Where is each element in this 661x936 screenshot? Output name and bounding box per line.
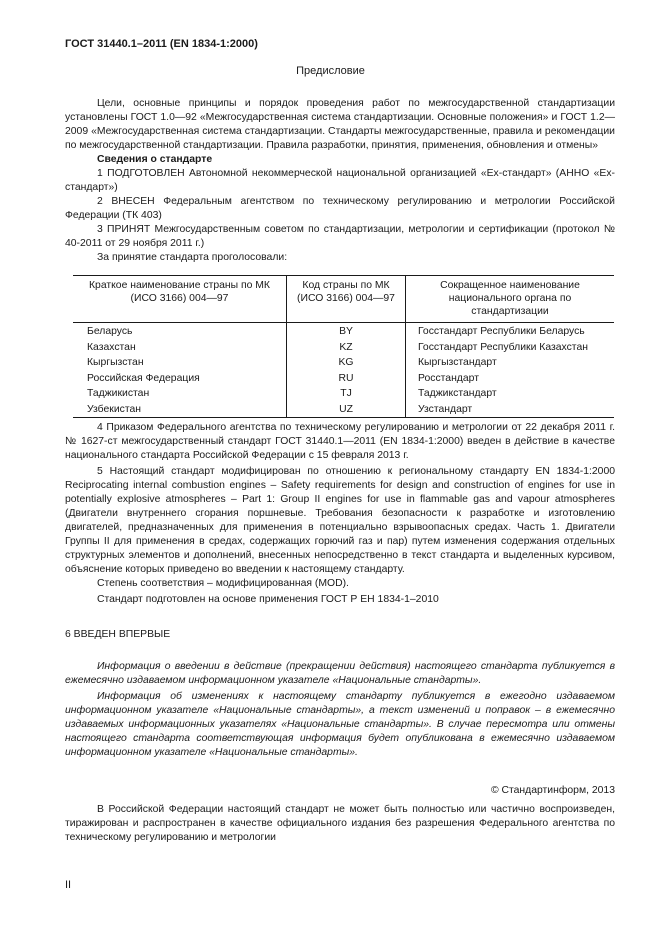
table-header-body: Сокращенное наименование национального органа по стандартизации — [406, 276, 615, 323]
table-cell-code: RU — [287, 371, 406, 387]
section-title: Предисловие — [296, 65, 365, 77]
table-header-code: Код страны по МК (ИСО 3166) 004—97 — [287, 276, 406, 323]
vote-label: За принятие стандарта проголосовали: — [97, 252, 288, 263]
legal-notice — [65, 803, 615, 845]
table-row — [73, 355, 614, 371]
notice-changes: Информация об изменениях к настоящему стандарту публикуется в ежегодно издаваемом информационном указателе «Национальные стандарты», а текст изменений и поправок – в ежемесячно издаваемых информационных указателях «Национальные стандарты». В случае пересмотра или отмены настоящего стандарта соответствующая информация будет опубликована в ежемесячно издаваемом информационном указателе «Национальные стандарты». — [65, 691, 615, 758]
table-cell-body: Таджикстандарт — [418, 388, 497, 399]
info-heading: Сведения о стандарте — [97, 154, 213, 165]
conformity-degree: Степень соответствия – модифицированная (MOD). — [97, 578, 349, 589]
table-cell-body: Госстандарт Республики Казахстан — [418, 341, 588, 353]
table-cell-country: Беларусь — [73, 323, 287, 340]
notice-introduction: Информация о введении в действие (прекращении действия) настоящего стандарта публикуется в ежемесячно издаваемом информационном указателе «Национальные стандарты». — [65, 661, 615, 686]
document-header: ГОСТ 31440.1–2011 (EN 1834-1:2000) — [65, 38, 258, 50]
table-row — [73, 340, 614, 356]
table-row — [73, 323, 614, 340]
item-5-modified: 5 Настоящий стандарт модифицирован по отношению к региональному стандарту EN 1834-1:2000 Reciprocating internal combustion engines – Safety requirements for design and construction of engines for use in potentially explosive atmospheres – Part 1: Group II engines for use in flammable gas and vapour atmospheres (Двигатели внутреннего сгорания поршневые. Требования безопасности к разработке и изготовлению двигателей, предназначенных для применения в потенциально взрывоопасных средах. Часть 1. Двигатели Группы II для применения в средах, содержащих горючий газ и пар) путем изменения содержания отдельных структурных элементов и дополнений, внесенных непосредственно в текст стандарта и выделенных курсивом, объяснение которых приведено во введении к настоящему стандарту. — [65, 466, 615, 575]
table-cell-code: TJ — [287, 386, 406, 402]
legal-paragraph: В Российской Федерации настоящий стандарт не может быть полностью или частично воспроизведен, тиражирован и распространен в качестве официального издания без разрешения Федерального агентства по техническому регулированию и метрологии — [65, 804, 615, 843]
table-cell-code: KG — [287, 355, 406, 371]
table-row — [73, 386, 614, 402]
table-cell-code: UZ — [287, 402, 406, 418]
intro-paragraph: Цели, основные принципы и порядок проведения работ по межгосударственной стандартизации установлены ГОСТ 1.0—92 «Межгосударственная система стандартизации. Основные положения» и ГОСТ 1.2—2009 «Межгосударственная система стандартизации. Стандарты межгосударственные, правила и рекомендации по межгосударственной стандартизации. Правила разработки, принятия, применения, обновления и отмены» — [65, 98, 615, 151]
table-cell-body: Кыргызстандарт — [418, 357, 497, 368]
intro-section — [65, 97, 615, 265]
table-header-country: Краткое наименование страны по МК (ИСО 3166) 004—97 — [73, 276, 287, 323]
items-section — [65, 421, 615, 607]
copyright: © Стандартинформ, 2013 — [490, 785, 615, 796]
table-cell-country: Российская Федерация — [73, 371, 287, 387]
based-on-standard: Стандарт подготовлен на основе применения ГОСТ Р ЕН 1834-1–2010 — [97, 594, 439, 605]
table-cell-country: Казахстан — [73, 340, 287, 356]
item-3-adopted: 3 ПРИНЯТ Межгосударственным советом по стандартизации, метрологии и сертификации (протокол № 40-2011 от 29 ноября 2011 г.) — [65, 224, 615, 249]
table-cell-country: Кыргызстан — [73, 355, 287, 371]
table-cell-body: Узстандарт — [406, 402, 615, 418]
table-row — [73, 371, 614, 387]
table-row — [73, 402, 614, 418]
table-cell-body: Росстандарт — [418, 372, 479, 384]
voting-countries-table — [73, 275, 614, 418]
table-cell-body: Госстандарт Республики Беларусь — [418, 326, 585, 337]
item-2-introduced: 2 ВНЕСЕН Федеральным агентством по техническому регулированию и метрологии Российской Федерации (ТК 403) — [65, 196, 615, 221]
item-1-prepared: 1 ПОДГОТОВЛЕН Автономной некоммерческой национальной организацией «Ех-стандарт» (АННО «Ех-стандарт») — [65, 168, 615, 193]
page-number: II — [65, 879, 72, 891]
item-4-order: 4 Приказом Федерального агентства по техническому регулированию и метрологии от 22 декабря 2011 г. № 1627-ст межгосударственный стандарт ГОСТ 31440.1—2011 (EN 1834-1:2000) введен в действие в качестве национального стандарта Российской Федерации с 15 февраля 2013 г. — [65, 422, 615, 461]
table-cell-code: KZ — [287, 340, 406, 356]
table-cell-code: BY — [287, 323, 406, 340]
table-cell-country: Таджикистан — [73, 386, 287, 402]
table-cell-country: Узбекистан — [73, 402, 287, 418]
table-header-row — [73, 276, 614, 323]
notice-section — [65, 660, 615, 760]
item-6-first-introduced: 6 ВВЕДЕН ВПЕРВЫЕ — [65, 629, 171, 640]
